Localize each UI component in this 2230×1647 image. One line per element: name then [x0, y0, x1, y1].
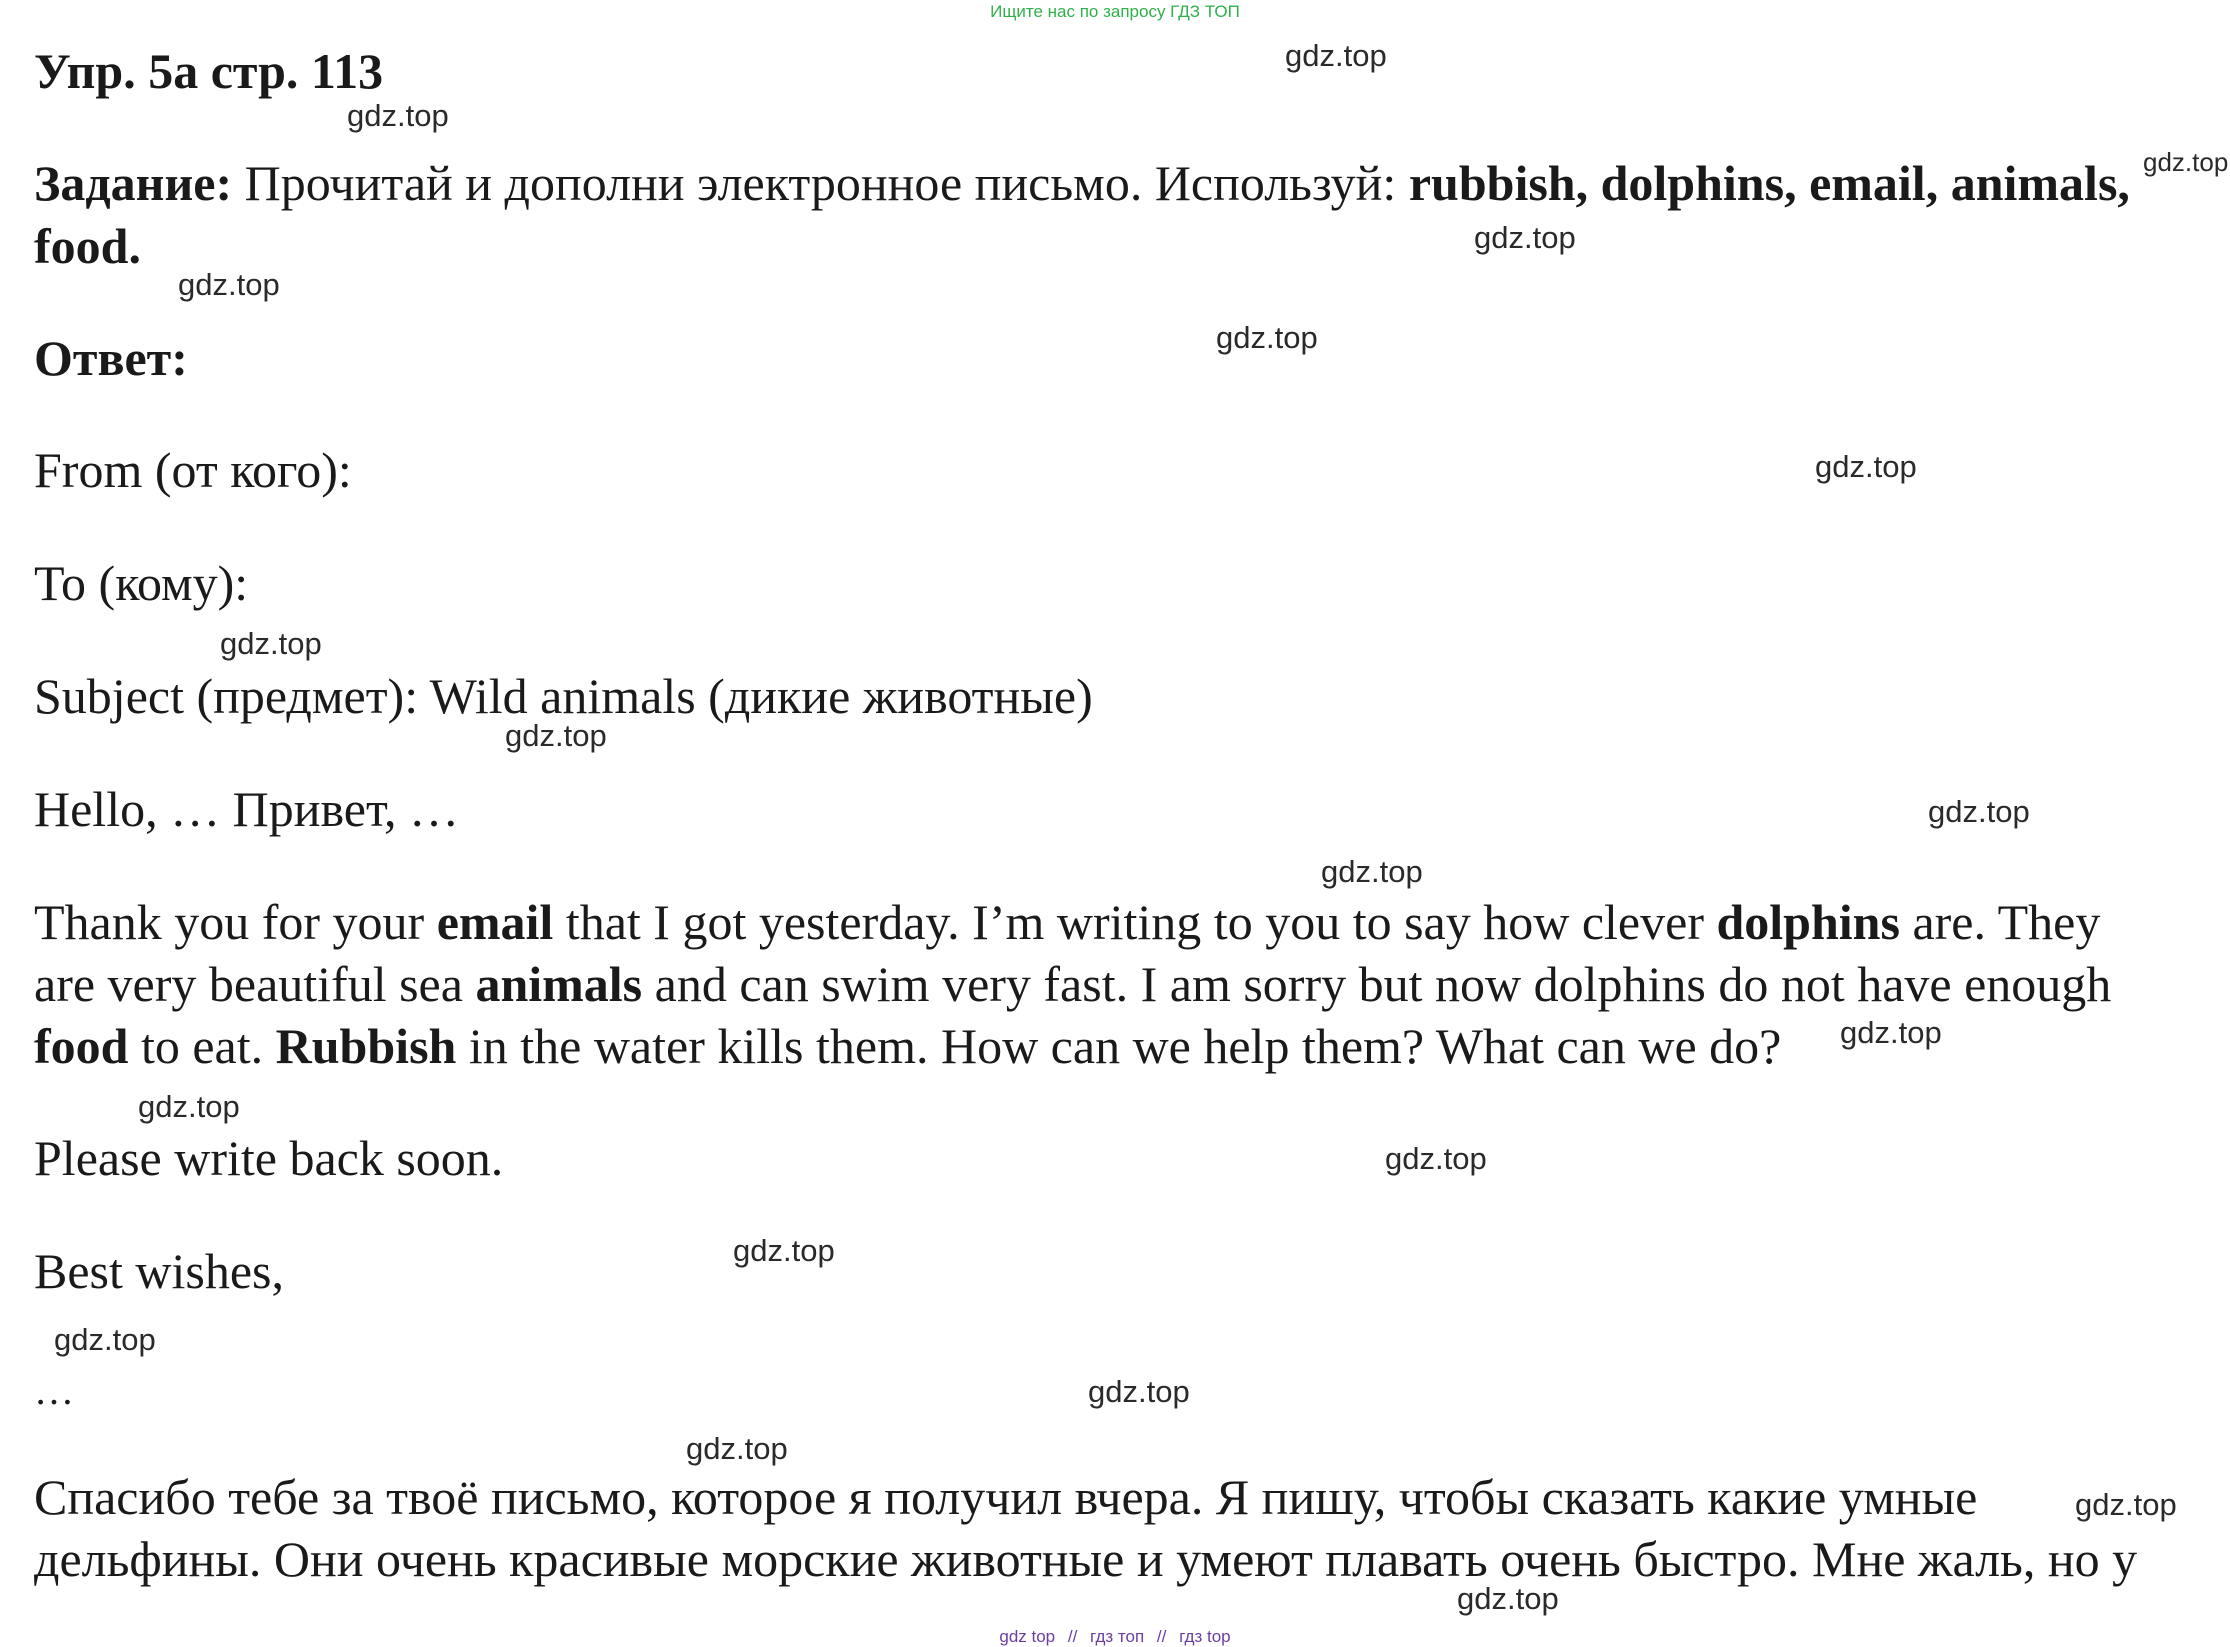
watermark: gdz.top — [2075, 1487, 2177, 1522]
footer-separator: // — [1156, 1627, 1167, 1646]
task-text: Прочитай и дополни электронное письмо. Используй: — [232, 155, 1409, 211]
email-body-line-2: are very beautiful sea animals and can swim very fast. I am sorry but now dolphins do not have enough — [34, 956, 2112, 1012]
email-closing-2: Best wishes, — [34, 1243, 284, 1299]
email-to: To (кому): — [34, 555, 249, 611]
watermark: gdz.top — [733, 1233, 835, 1268]
watermark: gdz.top — [1216, 320, 1318, 355]
watermark: gdz.top — [54, 1322, 156, 1357]
answer-label: Ответ: — [34, 330, 188, 386]
watermark: gdz.top — [1457, 1581, 1559, 1616]
watermark: gdz.top — [220, 626, 322, 661]
email-closing-1: Please write back soon. — [34, 1130, 504, 1186]
translation-line-2: дельфины. Они очень красивые морские животные и умеют плавать очень быстро. Мне жаль, но у — [34, 1531, 2138, 1587]
watermark: gdz.top — [1088, 1374, 1190, 1409]
watermark: gdz.top — [138, 1089, 240, 1124]
footer-separator: // — [1067, 1627, 1078, 1646]
task-label: Задание: — [34, 155, 233, 211]
watermark: gdz.top — [686, 1431, 788, 1466]
footer-links — [0, 1627, 2230, 1647]
email-greeting: Hello, … Привет, … — [34, 781, 460, 837]
watermark: gdz.top — [1285, 38, 1387, 73]
email-body-line-3: food to eat. Rubbish in the water kills them. How can we help them? What can we do? — [34, 1018, 1782, 1074]
translation-line-1: Спасибо тебе за твоё письмо, которое я получил вчера. Я пишу, чтобы сказать какие умные — [34, 1469, 1978, 1525]
task-words-cont: food. — [34, 218, 141, 274]
watermark: gdz.top — [1928, 794, 2030, 829]
watermark: gdz.top — [2143, 147, 2229, 177]
watermark: gdz.top — [1815, 449, 1917, 484]
email-signature: … — [34, 1368, 74, 1413]
watermark: gdz.top — [1385, 1141, 1487, 1176]
email-from: From (от кого): — [34, 442, 352, 498]
watermark: gdz.top — [347, 98, 449, 133]
task-line-1 — [34, 152, 2130, 214]
task-line-2 — [34, 215, 141, 277]
watermark: gdz.top — [505, 718, 607, 753]
watermark: gdz.top — [178, 267, 280, 302]
search-banner[interactable]: Ищите нас по запросу ГДЗ ТОП — [990, 2, 1240, 21]
footer-link[interactable]: gdz top — [999, 1627, 1056, 1646]
email-body-line-1: Thank you for your email that I got yesterday. I’m writing to you to say how clever dolphins are. They — [34, 894, 2101, 950]
exercise-title: Упр. 5а стр. 113 — [34, 43, 384, 99]
footer-link[interactable]: гдз top — [1179, 1627, 1231, 1646]
task-words: rubbish, dolphins, email, animals, — [1408, 155, 2130, 211]
watermark: gdz.top — [1840, 1015, 1942, 1050]
watermark: gdz.top — [1474, 220, 1576, 255]
footer-link[interactable]: гдз топ — [1090, 1627, 1145, 1646]
email-subject: Subject (предмет): Wild animals (дикие животные) — [34, 668, 1093, 724]
watermark: gdz.top — [1321, 854, 1423, 889]
